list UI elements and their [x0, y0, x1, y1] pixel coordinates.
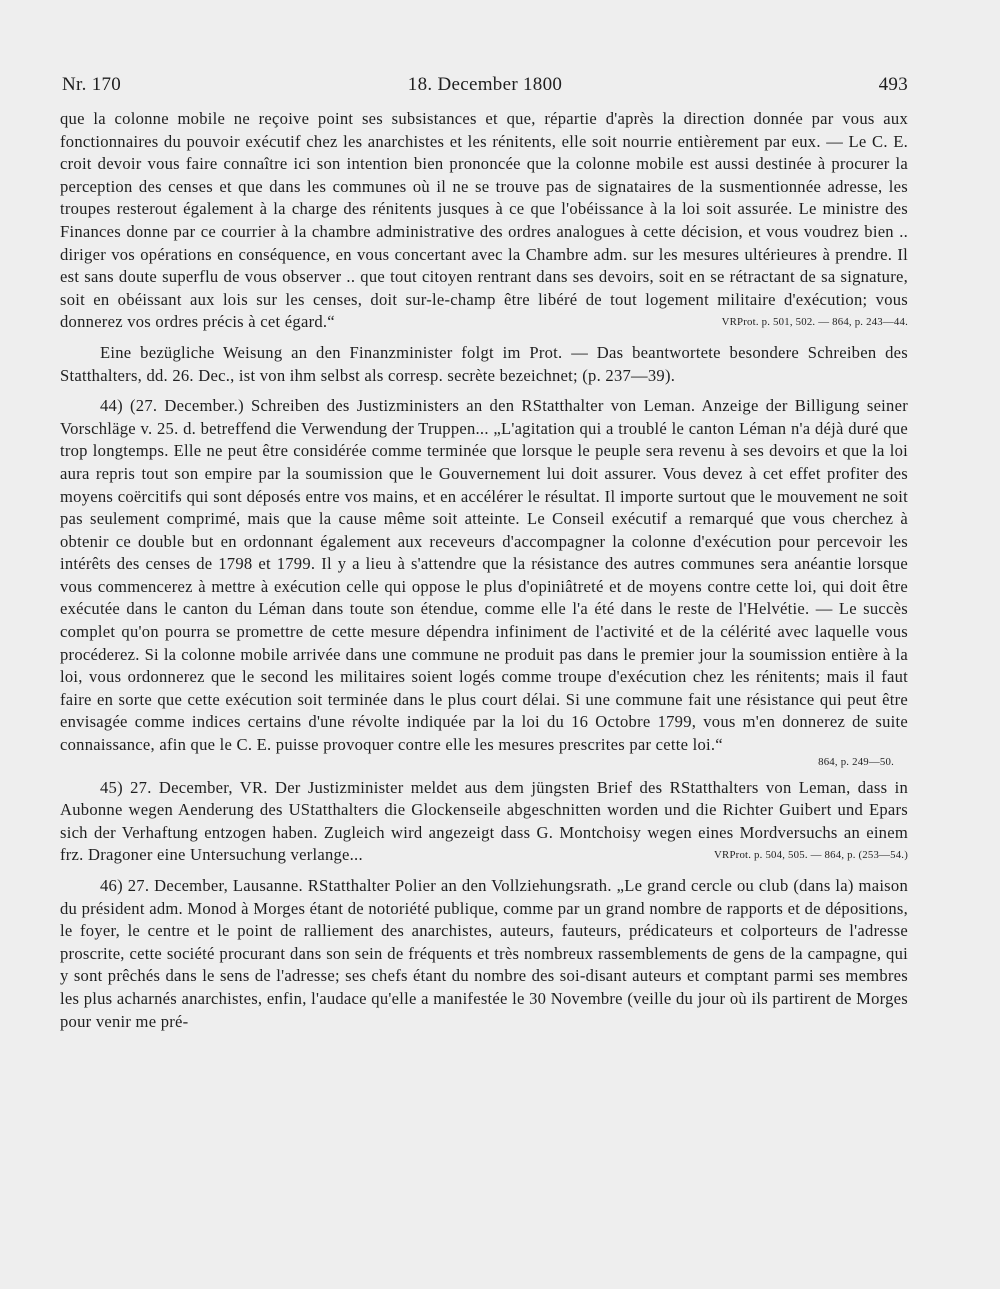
page-number: 493	[878, 74, 908, 95]
paragraph	[60, 342, 908, 387]
paragraph-text: que la colonne mobile ne reçoive point ses subsistances et que, répartie d'après la direction donnée par vous aux fonctionnaires du pouvoir exécutif chez les anarchistes et les rénitents, elle soit nourrie entièrement par eux. — Le C. E. croit devoir vous faire connaître ici son intention bien prononcée que la colonne mobile est aussi destinée à procurer la perception des censes et que dans les communes où il ne se trouve pas de signataires de la susmentionnée adresse, les troupes resterout également à la charge des rénitents jusques à ce que l'obéissance à la loi soit assurée. Le ministre des Finances donne par ce courrier à la chambre administrative des ordres analogues à cette décision, et vous voudrez bien .. diriger vos opérations en conséquence, en vous concertant avec la Chambre adm. sur les mesures ultérieures à prendre. Il est sans doute superflu de vous observer .. que tout citoyen rentrant dans ses devoirs, soit en se rétractant de sa signature, soit en obéissant aux lois sur les censes, doit sur-le-champ être libéré de tout logement militaire d'exécution; vous donnerez vos ordres précis à cet égard.“	[60, 109, 908, 332]
page-header	[62, 74, 908, 102]
source-reference: VRProt. p. 501, 502. — 864, p. 243—44.	[721, 316, 908, 329]
paragraph-text: 46) 27. December, Lausanne. RStatthalter Polier an den Vollziehungsrath. „Le grand cercle ou club (dans la) maison du président adm. Monod à Morges étant de notoriété publique, comme par un grand nombre de rapports et de dépositions, le foyer, le centre et le point de ralliement des anarchistes, auteurs, fauteurs, prédicateurs et colporteurs de l'adresse proscrite, cette société procurant dans son sein de fréquents et très nombreux rassemblements de gens de la campagne, qui y sont prêchés dans le sens de l'adresse; ses chefs étant du nombre des soi-disant auteurs et comptant parmi ses membres les plus acharnés anarchistes, enfin, l'audace qu'elle a manifestée le 30 Novembre (veille du jour où ils partirent de Morges pour venir me pré-	[60, 876, 908, 1031]
paragraph-entry-46	[60, 875, 908, 1033]
paragraph-text: 45) 27. December, VR. Der Justizminister meldet aus dem jüngsten Brief des RStatthalters von Leman, dass in Aubonne wegen Aenderung des UStatthalters die Glockenseile abgeschnitten worden und die Richter Guibert und Epars sich der Verhaftung entzogen haben. Zugleich wird angezeigt dass G. Montchoisy wegen eines Mordversuchs an einem frz. Dragoner eine Untersuchung verlange...	[60, 777, 908, 865]
paragraph-entry-45	[60, 777, 908, 867]
paragraph-text: Eine bezügliche Weisung an den Finanzminister folgt im Prot. — Das beantwortete besondere Schreiben des Statthalters, dd. 26. Dec., ist von ihm selbst als corresp. secrète bezeichnet; (p. 237—39).	[60, 342, 908, 385]
body-text	[60, 108, 908, 1033]
paragraph-continuation	[60, 108, 908, 334]
source-reference: 864, p. 249—50.	[818, 755, 894, 768]
header-date: 18. December 1800	[407, 74, 563, 95]
source-reference: VRProt. p. 504, 505. — 864, p. (253—54.)	[714, 849, 908, 862]
document-number: Nr. 170	[62, 74, 122, 95]
paragraph-entry-44	[60, 395, 908, 757]
paragraph-text: 44) (27. December.) Schreiben des Justizministers an den RStatthalter von Leman. Anzeige der Billigung seiner Vorschläge v. 25. d. betreffend die Verwendung der Truppen... „L'agitation qui a troublé le canton Léman n'a déjà duré que trop longtemps. Elle ne peut être considérée comme terminée que lorsque le peuple sera revenu à ses devoirs et que la loi aura repris tout son empire par la soumission que le Gouvernement lui doit assurer. Vous devez à cet effet profiter des moyens coërcitifs qui sont déposés entre vos mains, et en accélérer le résultat. Il importe surtout que le mouvement ne soit pas seulement comprimé, mais que la cause même soit atteinte. Le Conseil exécutif a remarqué que vous cherchez à obtenir ce double but en ordonnant également aux receveurs d'accompagner la colonne d'exécution pour percevoir les intérêts des censes de 1798 et 1799. Il y a lieu à s'attendre que la résistance des autres communes sera anéantie lorsque vous commencerez à mettre à exécution celle qui oppose le plus d'opiniâtreté et de moyens contre cette loi, qui doit être exécutée dans le canton du Léman dans toute son étendue, comme elle l'a été dans le reste de l'Helvétie. — Le succès complet qu'on pourra se promettre de cette mesure dépendra infiniment de l'activité et de la célérité avec laquelle vous procéderez. Si la colonne mobile arrivée dans une commune ne produit pas dans le premier jour la soumission entière à la loi, vous ordonnerez que le second les militaires soient logés comme troupe d'exécution chez les rénitents; mais il faut faire en sorte que cette exécution soit terminée dans le plus court délai. Si une commune fait une résistance qui peut être envisagée comme indices certains d'une révolte indiquée par la loi du 16 Octobre 1799, vous m'en donnerez de suite connaissance, afin que le C. E. puisse provoquer contre elle les mesures prescrites par cette loi.“	[60, 396, 908, 755]
